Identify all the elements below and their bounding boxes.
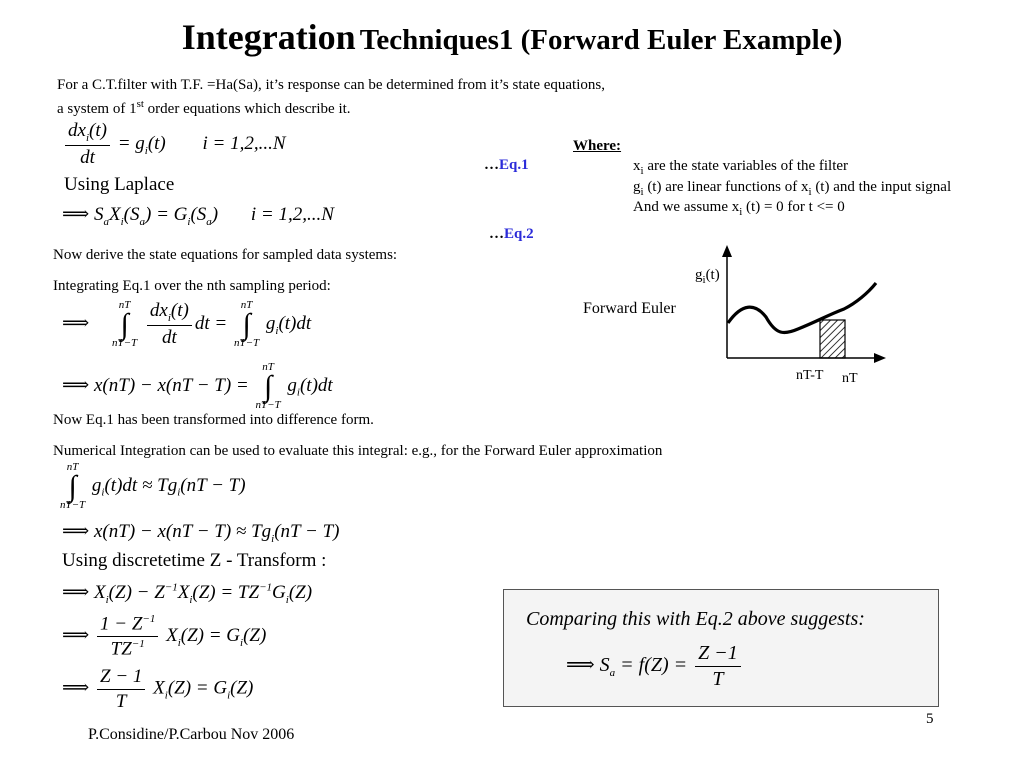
page-title [0,16,1024,58]
where-line-3: And we assume $x_i$ (t) = 0 for t <= 0 [633,199,845,218]
difference-equation: ⟹ $x(nT) - x(nT - T) \approx Tg_i(nT - T)$ [62,521,340,545]
where-line-1: $x_i$ are the state variables of the filter [633,158,849,177]
footer: P.Considine/P.Carbou Nov 2006 [88,726,295,743]
forward-euler-approx: nT ∫ nT−T $g_i(t)dt \approx Tg_i(nT - T)$ [60,461,246,511]
transformed-text: Now Eq.1 has been transformed into difference form. [53,412,374,428]
z-equation-1: ⟹ $X_i(Z) - Z^{-1}X_i(Z) = TZ^{-1}G_i(Z)$ [62,581,313,606]
graph-tick-nt-minus-t: nT-T [796,368,824,383]
integral-equation-2: ⟹ x(nT) − x(nT − T) = nT ∫ nT−T $g_i(t)dt$ [62,361,333,411]
graph-tick-nt: nT [842,371,858,386]
numerical-text: Numerical Integration can be used to evaluate this integral: e.g., for the Forward Euler approximation [53,443,663,459]
graph-y-label: $g_i(t)$ [695,267,720,286]
equation-2: ⟹ $S_aX_i(S_a) = G_i(S_a) i = 1,2,...N$ [62,204,334,228]
integral-sign: nT ∫ nT−T [60,461,86,511]
title-main: Integration [181,17,356,57]
intro-line-2: a system of 1st order equations which describe it. [57,98,351,117]
conclusion-box [503,589,939,707]
conclusion-text: Comparing this with Eq.2 above suggests: [526,608,865,630]
integral-sign: nT ∫ nT−T [233,299,260,350]
page-number: 5 [926,711,934,727]
integral-sign: nT ∫ nT−T [255,361,281,411]
integrating-text: Integrating Eq.1 over the nth sampling period: [53,278,331,294]
gi-curve [728,283,876,333]
eq1-reference: …Eq.1 [484,157,529,173]
title-rest: Techniques1 (Forward Euler Example) [359,24,843,56]
integral-equation-1: ⟹ nT ∫ nT−T $\frac{dx_i(t)}{dt}$ dt = nT ∫ nT−T $g_i(t)dt$ [62,299,312,350]
eq2-reference: …Eq.2 [489,226,534,242]
z-transform-label: Using discretetime Z - Transform : [62,550,327,571]
intro-line-1: For a C.T.filter with T.F. =Ha(Sa), it’s response can be determined from it’s state equations, [57,77,605,93]
conclusion-formula: ⟹ $S_a = f(Z)$ = $\frac{Z -1}{T}$ [566,642,744,691]
derive-text: Now derive the state equations for sampled data systems: [53,247,398,263]
integral-sign: nT ∫ nT−T [112,299,138,350]
equation-1: $\frac{dx_i(t)}{dt}$ = $g_i(t) i = 1,2,...N$ [62,120,286,169]
where-line-2: $g_i$ (t) are linear functions of $x_i$ (t) and the input signal [633,179,952,198]
laplace-label: Using Laplace [64,174,175,195]
hatched-area [820,320,845,358]
y-axis-arrow [722,245,732,257]
x-axis-arrow [874,353,886,363]
eq1-fraction: $\frac{dx_i(t)}{dt}$ [65,120,110,169]
graph-caption: Forward Euler [583,300,676,317]
z-equation-2: ⟹ $\frac{1 - Z^{-1}}{TZ^{-1}}$ $X_i(Z) = G_i(Z)$ [62,613,267,660]
where-heading: Where: [573,138,622,154]
z-equation-3: ⟹ $\frac{Z - 1}{T}$ $X_i(Z) = G_i(Z)$ [62,666,254,712]
